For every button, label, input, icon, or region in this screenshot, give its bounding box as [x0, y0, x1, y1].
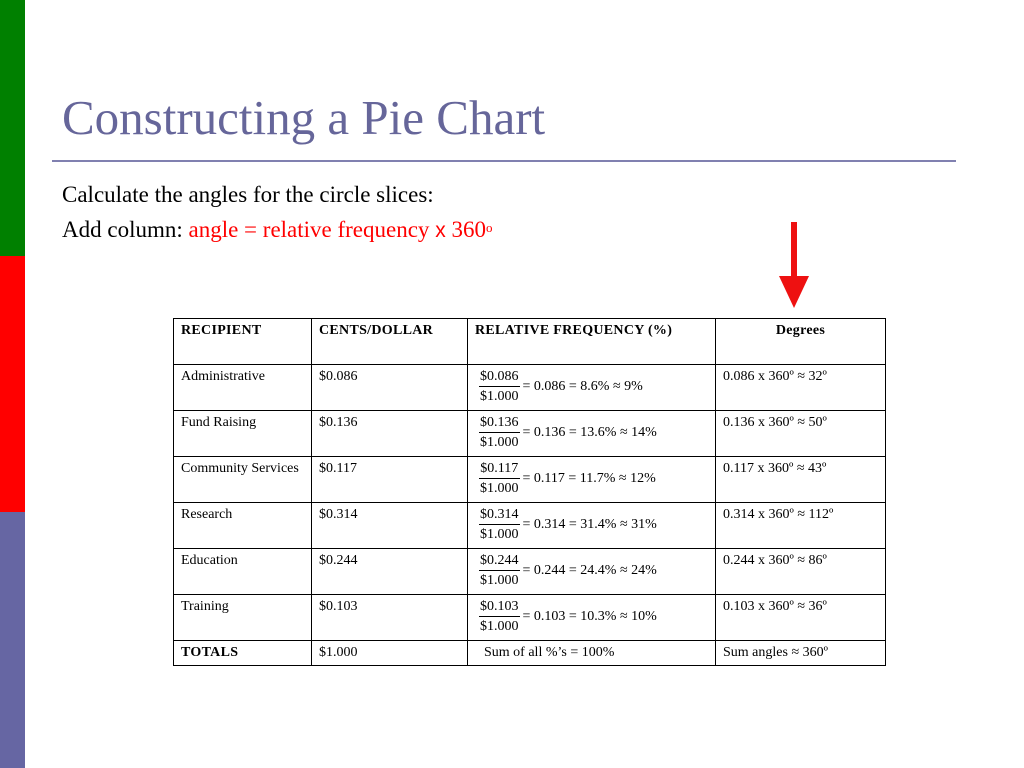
- instruction-prefix: Add column:: [62, 217, 189, 242]
- recipient-cell: Research: [174, 503, 312, 549]
- frequency-cell: $\frac{\$0.136}{\$1.000}$ = 0.136 = 13.6% ≈ 14%: [468, 411, 716, 457]
- sidebar-color-bar: [0, 0, 25, 768]
- frequency-cell: $\frac{\$0.244}{\$1.000}$ = 0.244 = 24.4% ≈ 24%: [468, 549, 716, 595]
- title-divider: [52, 160, 956, 162]
- totals-degrees-cell: Sum angles ≈ 360º: [716, 641, 886, 666]
- cents-cell: $0.314: [312, 503, 468, 549]
- column-header-recipient: RECIPIENT: [174, 319, 312, 365]
- table-header-row: [174, 319, 886, 365]
- fraction: $\frac{\$0.314}{\$1.000}$: [480, 507, 519, 542]
- instruction-line-1: Calculate the angles for the circle slices:: [62, 182, 434, 207]
- frequency-cell: $\frac{\$0.103}{\$1.000}$ = 0.103 = 10.3% ≈ 10%: [468, 595, 716, 641]
- totals-cents-cell: $1.000: [312, 641, 468, 666]
- recipient-cell: Education: [174, 549, 312, 595]
- totals-label-cell: TOTALS: [174, 641, 312, 666]
- degrees-cell: 0.136 x 360º ≈ 50º: [716, 411, 886, 457]
- frequency-cell: $\frac{\$0.086}{\$1.000}$ = 0.086 = 8.6% ≈ 9%: [468, 365, 716, 411]
- fraction: $\frac{\$0.117}{\$1.000}$: [480, 461, 519, 496]
- fraction: $\frac{\$0.103}{\$1.000}$: [480, 599, 519, 634]
- degrees-cell: 0.244 x 360º ≈ 86º: [716, 549, 886, 595]
- formula-degree-sup: o: [485, 220, 493, 235]
- table-row: [174, 549, 886, 595]
- frequency-table: [173, 318, 886, 666]
- table-row: [174, 595, 886, 641]
- column-header-cents: CENTS/DOLLAR: [312, 319, 468, 365]
- cents-cell: $0.117: [312, 457, 468, 503]
- instruction-line-2: [62, 215, 492, 246]
- fraction: $\frac{\$0.244}{\$1.000}$: [480, 553, 519, 588]
- degrees-cell: 0.117 x 360º ≈ 43º: [716, 457, 886, 503]
- cents-cell: $0.086: [312, 365, 468, 411]
- cents-cell: $0.136: [312, 411, 468, 457]
- column-header-degrees: Degrees: [716, 319, 886, 365]
- formula-text: angle = relative frequency: [188, 217, 436, 242]
- down-arrow-icon: [779, 222, 809, 308]
- sidebar-blue-segment: [0, 512, 25, 768]
- formula-times: x: [435, 219, 446, 242]
- formula-360: 360: [445, 217, 486, 242]
- recipient-cell: Administrative: [174, 365, 312, 411]
- degrees-cell: 0.103 x 360º ≈ 36º: [716, 595, 886, 641]
- frequency-cell: $\frac{\$0.314}{\$1.000}$ = 0.314 = 31.4% ≈ 31%: [468, 503, 716, 549]
- recipient-cell: Fund Raising: [174, 411, 312, 457]
- totals-row: [174, 641, 886, 666]
- frequency-cell: $\frac{\$0.117}{\$1.000}$ = 0.117 = 11.7% ≈ 12%: [468, 457, 716, 503]
- table-row: [174, 457, 886, 503]
- table-row: [174, 365, 886, 411]
- recipient-cell: Community Services: [174, 457, 312, 503]
- cents-cell: $0.103: [312, 595, 468, 641]
- recipient-cell: Training: [174, 595, 312, 641]
- table-row: [174, 503, 886, 549]
- fraction: $\frac{\$0.086}{\$1.000}$: [480, 369, 519, 404]
- column-header-frequency: RELATIVE FREQUENCY (%): [468, 319, 716, 365]
- sidebar-green-segment: [0, 0, 25, 256]
- degrees-cell: 0.086 x 360º ≈ 32º: [716, 365, 886, 411]
- slide-title: Constructing a Pie Chart: [62, 90, 546, 145]
- fraction: $\frac{\$0.136}{\$1.000}$: [480, 415, 519, 450]
- totals-frequency-cell: Sum of all %’s = 100%: [468, 641, 716, 666]
- degrees-cell: 0.314 x 360º ≈ 112º: [716, 503, 886, 549]
- cents-cell: $0.244: [312, 549, 468, 595]
- table-row: [174, 411, 886, 457]
- sidebar-red-segment: [0, 256, 25, 512]
